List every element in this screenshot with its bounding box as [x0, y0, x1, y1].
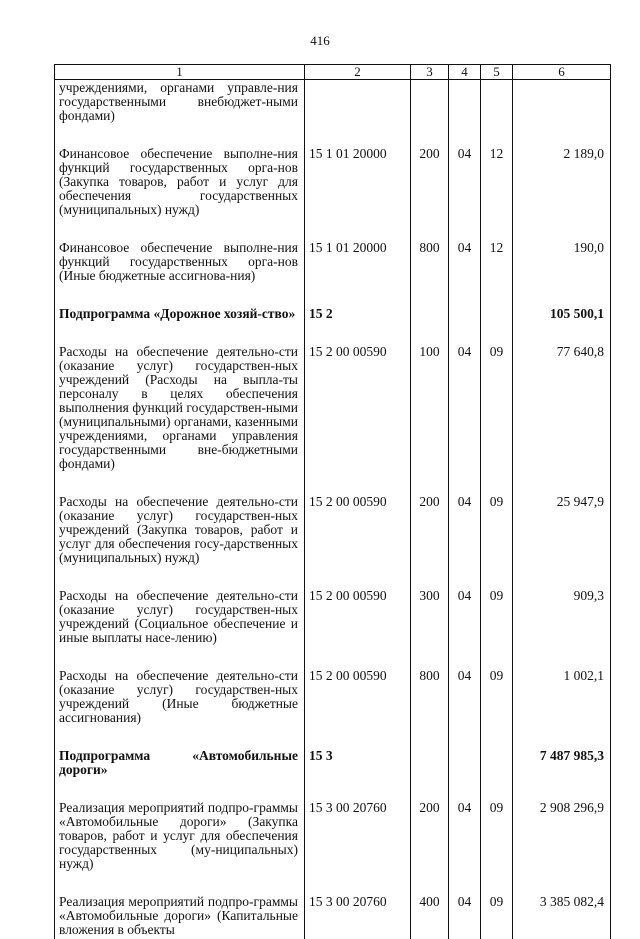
- table-row: [55, 495, 611, 589]
- table-row: [55, 749, 611, 801]
- row-code-cell: 15 2: [305, 307, 411, 345]
- row-code-cell: 15 3: [305, 749, 411, 801]
- row-name-cell: Реализация мероприятий подпро-граммы «Автомобильные дороги» (Капитальные вложения в объекты: [55, 895, 305, 939]
- row-pr-cell: 09: [481, 495, 513, 589]
- row-amount-cell: 25 947,9: [513, 495, 611, 589]
- row-pr-cell: [481, 307, 513, 345]
- row-vr-cell: 300: [411, 589, 449, 669]
- budget-table: [54, 64, 611, 939]
- row-vr-cell: 200: [411, 801, 449, 895]
- row-vr-cell: 800: [411, 669, 449, 749]
- row-amount-cell: 7 487 985,3: [513, 749, 611, 801]
- table-row: [55, 147, 611, 241]
- header-col-3: 3: [411, 65, 449, 80]
- row-pr-cell: 09: [481, 589, 513, 669]
- table-row: [55, 801, 611, 895]
- header-col-1: 1: [55, 65, 305, 80]
- row-rz-cell: 04: [449, 895, 481, 939]
- row-rz-cell: [449, 80, 481, 148]
- row-code-cell: 15 3 00 20760: [305, 801, 411, 895]
- table-body: [55, 80, 611, 939]
- table-row: [55, 307, 611, 345]
- row-code-cell: [305, 80, 411, 148]
- row-name-cell: Расходы на обеспечение деятельно-сти (оказание услуг) государствен-ных учреждений (Расходы на выпла-ты персоналу в целях обеспечения выполнения функций государствен-ными (муниципальными) органами, казенными учреждениями, органами управления государственными вне-бюджетными фондами): [55, 345, 305, 495]
- row-name-cell: Расходы на обеспечение деятельно-сти (оказание услуг) государствен-ных учреждений (Социальное обеспечение и иные выплаты насе-лению): [55, 589, 305, 669]
- row-name-cell: учреждениями, органами управле-ния государственными внебюджет-ными фондами): [55, 80, 305, 148]
- row-code-cell: 15 2 00 00590: [305, 495, 411, 589]
- row-name-cell: Расходы на обеспечение деятельно-сти (оказание услуг) государствен-ных учреждений (Иные бюджетные ассигнования): [55, 669, 305, 749]
- row-vr-cell: 800: [411, 241, 449, 307]
- row-amount-cell: 105 500,1: [513, 307, 611, 345]
- row-pr-cell: 09: [481, 345, 513, 495]
- row-pr-cell: 09: [481, 895, 513, 939]
- row-code-cell: 15 1 01 20000: [305, 147, 411, 241]
- row-vr-cell: [411, 307, 449, 345]
- row-code-cell: 15 2 00 00590: [305, 345, 411, 495]
- table-row: [55, 345, 611, 495]
- row-vr-cell: [411, 80, 449, 148]
- row-amount-cell: 909,3: [513, 589, 611, 669]
- row-pr-cell: 09: [481, 801, 513, 895]
- row-code-cell: 15 2 00 00590: [305, 669, 411, 749]
- row-pr-cell: [481, 749, 513, 801]
- row-vr-cell: 200: [411, 495, 449, 589]
- row-rz-cell: 04: [449, 241, 481, 307]
- row-code-cell: 15 3 00 20760: [305, 895, 411, 939]
- row-vr-cell: 400: [411, 895, 449, 939]
- row-pr-cell: 12: [481, 241, 513, 307]
- table-row: [55, 669, 611, 749]
- header-col-4: 4: [449, 65, 481, 80]
- row-rz-cell: 04: [449, 589, 481, 669]
- row-pr-cell: 12: [481, 147, 513, 241]
- row-rz-cell: 04: [449, 495, 481, 589]
- row-vr-cell: 100: [411, 345, 449, 495]
- row-pr-cell: 09: [481, 669, 513, 749]
- row-amount-cell: 2 908 296,9: [513, 801, 611, 895]
- row-pr-cell: [481, 80, 513, 148]
- row-rz-cell: [449, 749, 481, 801]
- row-rz-cell: 04: [449, 669, 481, 749]
- row-vr-cell: 200: [411, 147, 449, 241]
- row-amount-cell: 1 002,1: [513, 669, 611, 749]
- header-col-5: 5: [481, 65, 513, 80]
- table-row: [55, 895, 611, 939]
- row-name-cell: Расходы на обеспечение деятельно-сти (оказание услуг) государствен-ных учреждений (Закупка товаров, работ и услуг для обеспечения госу-дарственных (муниципальных) нужд): [55, 495, 305, 589]
- header-col-6: 6: [513, 65, 611, 80]
- row-name-cell: Реализация мероприятий подпро-граммы «Автомобильные дороги» (Закупка товаров, работ и услуг для обеспечения государственных (му-ниципальных) нужд): [55, 801, 305, 895]
- row-rz-cell: 04: [449, 801, 481, 895]
- row-name-cell: Подпрограмма «Дорожное хозяй-ство»: [55, 307, 305, 345]
- header-col-2: 2: [305, 65, 411, 80]
- row-code-cell: 15 2 00 00590: [305, 589, 411, 669]
- table-row: [55, 589, 611, 669]
- row-amount-cell: 2 189,0: [513, 147, 611, 241]
- row-rz-cell: [449, 307, 481, 345]
- row-amount-cell: 190,0: [513, 241, 611, 307]
- row-amount-cell: 3 385 082,4: [513, 895, 611, 939]
- row-amount-cell: [513, 80, 611, 148]
- row-name-cell: Финансовое обеспечение выполне-ния функций государственных орга-нов (Закупка товаров, работ и услуг для обеспечения государственных (муниципальных) нужд): [55, 147, 305, 241]
- row-code-cell: 15 1 01 20000: [305, 241, 411, 307]
- row-name-cell: Финансовое обеспечение выполне-ния функций государственных орга-нов (Иные бюджетные ассигнова-ния): [55, 241, 305, 307]
- row-vr-cell: [411, 749, 449, 801]
- row-amount-cell: 77 640,8: [513, 345, 611, 495]
- table-row: [55, 241, 611, 307]
- table-row: [55, 80, 611, 148]
- page-number: 416: [0, 33, 640, 49]
- row-name-cell: Подпрограмма «Автомобильные дороги»: [55, 749, 305, 801]
- row-rz-cell: 04: [449, 345, 481, 495]
- table-header-row: [55, 65, 611, 80]
- row-rz-cell: 04: [449, 147, 481, 241]
